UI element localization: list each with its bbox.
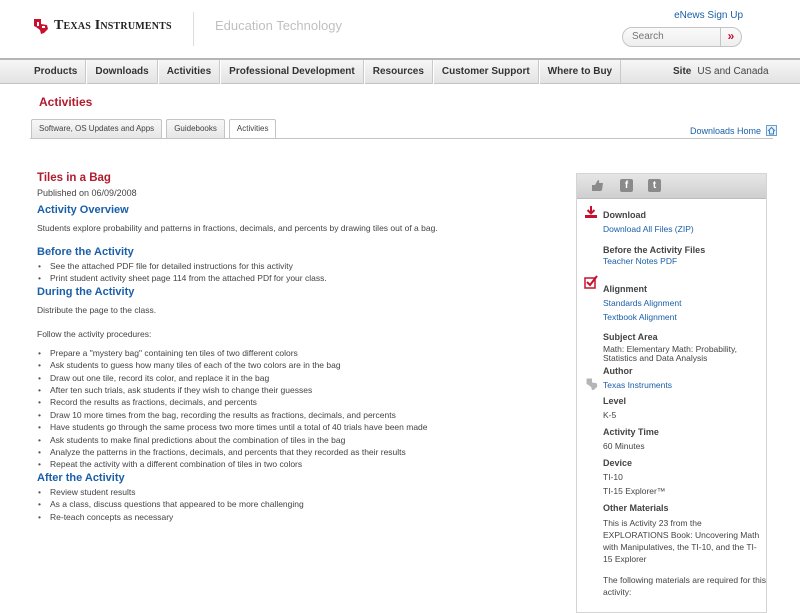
- download-all-link[interactable]: Download All Files (ZIP): [603, 224, 694, 234]
- device-value: TI-10: [603, 472, 623, 482]
- author-label: Author: [603, 366, 633, 376]
- author-link[interactable]: Texas Instruments: [603, 380, 672, 390]
- nav-products[interactable]: Products: [26, 60, 86, 84]
- nav-downloads[interactable]: Downloads: [86, 60, 157, 84]
- textbook-alignment-link[interactable]: Textbook Alignment: [603, 312, 677, 322]
- list-item: • Record the results as fractions, decimals, and percents: [50, 396, 557, 408]
- activity-content: [37, 172, 557, 523]
- level-value: K-5: [603, 410, 617, 420]
- before-files-label: Before the Activity Files: [603, 245, 706, 255]
- before-heading: Before the Activity: [37, 246, 134, 258]
- tab-divider: [30, 138, 773, 139]
- before-list: [37, 260, 557, 285]
- activity-title: Tiles in a Bag: [37, 172, 111, 184]
- activity-time-value: 60 Minutes: [603, 441, 645, 451]
- site-header: [0, 0, 800, 58]
- materials-required-text: The following materials are required for this activity:: [603, 575, 766, 597]
- search-input[interactable]: [632, 31, 717, 42]
- downloads-home-label: Downloads Home: [690, 125, 762, 136]
- list-item: • Print student activity sheet page 114 from the attached PDf for your class.: [50, 272, 557, 284]
- list-item: • As a class, discuss questions that appeared to be more challenging: [50, 498, 557, 510]
- like-icon[interactable]: [591, 179, 604, 192]
- list-item: • Draw 10 more times from the bag, recording the results as fractions, decimals, and percents: [50, 409, 557, 421]
- list-item: • After ten such trials, ask students if they wish to change their guesses: [50, 384, 557, 396]
- list-item: • Ask students to guess how many tiles of each of the two colors are in the bag: [50, 359, 557, 371]
- tab-software[interactable]: Software, OS Updates and Apps: [31, 119, 162, 138]
- section-title: Education Technology: [215, 18, 342, 33]
- nav-activities[interactable]: Activities: [158, 60, 220, 84]
- facebook-icon[interactable]: f: [620, 179, 633, 192]
- checkmark-icon: [584, 275, 598, 289]
- logo-text: Texas Instruments: [54, 18, 172, 33]
- device-value: TI-15 Explorer™: [603, 486, 666, 496]
- overview-text: Students explore probability and patterns in fractions, decimals, and percents by drawing tiles out of a bag.: [37, 223, 438, 233]
- list-item: • See the attached PDF file for detailed instructions for this activity: [50, 260, 557, 272]
- subject-value: Math: Elementary Math: Probability, Statistics and Data Analysis: [603, 344, 738, 363]
- list-item: • Repeat the activity with a different combination of tiles in two colors: [50, 458, 557, 470]
- share-bar: [577, 174, 766, 199]
- tab-guidebooks[interactable]: Guidebooks: [166, 119, 225, 138]
- ti-logo[interactable]: [33, 17, 172, 35]
- nav-where-to-buy[interactable]: Where to Buy: [539, 60, 621, 84]
- header-divider: [193, 12, 194, 46]
- twitter-icon[interactable]: t: [648, 179, 661, 192]
- download-icon: [584, 205, 598, 219]
- tab-bar: [31, 119, 280, 139]
- main-nav: [0, 58, 800, 84]
- level-label: Level: [603, 396, 627, 406]
- download-label: Download: [603, 210, 646, 220]
- site-label: Site: [673, 66, 692, 77]
- nav-customer-support[interactable]: Customer Support: [433, 60, 539, 84]
- page-heading: Activities: [39, 95, 93, 109]
- device-label: Device: [603, 458, 633, 468]
- home-icon: [766, 125, 777, 136]
- alignment-label: Alignment: [603, 284, 647, 294]
- tab-activities[interactable]: Activities: [229, 119, 277, 139]
- after-heading: After the Activity: [37, 471, 125, 484]
- list-item: • Re-teach concepts as necessary: [50, 511, 557, 523]
- list-item: • Analyze the patterns in the fractions, decimals, and percents that they recorded as their results: [50, 446, 557, 458]
- teacher-notes-link[interactable]: Teacher Notes PDF: [603, 256, 678, 266]
- other-materials-value: This is Activity 23 from the EXPLORATIONS Book: Uncovering Math with Manipulatives, the TI-10, and the TI-15 Explorer: [603, 518, 760, 564]
- list-item: • Ask students to make final predictions about the combination of tiles in the bag: [50, 434, 557, 446]
- site-selector[interactable]: [673, 60, 769, 84]
- other-materials-label: Other Materials: [603, 503, 669, 513]
- during-list: [37, 347, 557, 471]
- list-item: • Draw out one tile, record its color, and replace it in the bag: [50, 372, 557, 384]
- published-date: Published on 06/09/2008: [37, 188, 137, 198]
- enews-signup-link[interactable]: eNews Sign Up: [674, 10, 743, 21]
- after-list: [37, 486, 557, 523]
- search-go-button[interactable]: »: [720, 27, 741, 47]
- overview-heading: Activity Overview: [37, 204, 129, 216]
- search-box: [622, 27, 742, 47]
- during-text-1: Distribute the page to the class.: [37, 304, 157, 315]
- subject-label: Subject Area: [603, 332, 658, 342]
- activity-time-label: Activity Time: [603, 427, 659, 437]
- ti-author-icon: [585, 377, 599, 391]
- site-value: US and Canada: [697, 66, 769, 77]
- list-item: • Review student results: [50, 486, 557, 498]
- nav-resources[interactable]: Resources: [364, 60, 433, 84]
- during-heading: During the Activity: [37, 285, 135, 298]
- during-text-2: Follow the activity procedures:: [37, 328, 152, 339]
- nav-professional-development[interactable]: Professional Development: [220, 60, 364, 84]
- list-item: • Have students go through the same process two more times until a total of 40 trials have been made: [50, 421, 557, 433]
- standards-alignment-link[interactable]: Standards Alignment: [603, 298, 682, 308]
- activity-sidebar: [576, 173, 767, 613]
- texas-state-icon: [33, 17, 49, 35]
- list-item: • Prepare a "mystery bag" containing ten tiles of two different colors: [50, 347, 557, 359]
- downloads-home-link[interactable]: [690, 125, 777, 136]
